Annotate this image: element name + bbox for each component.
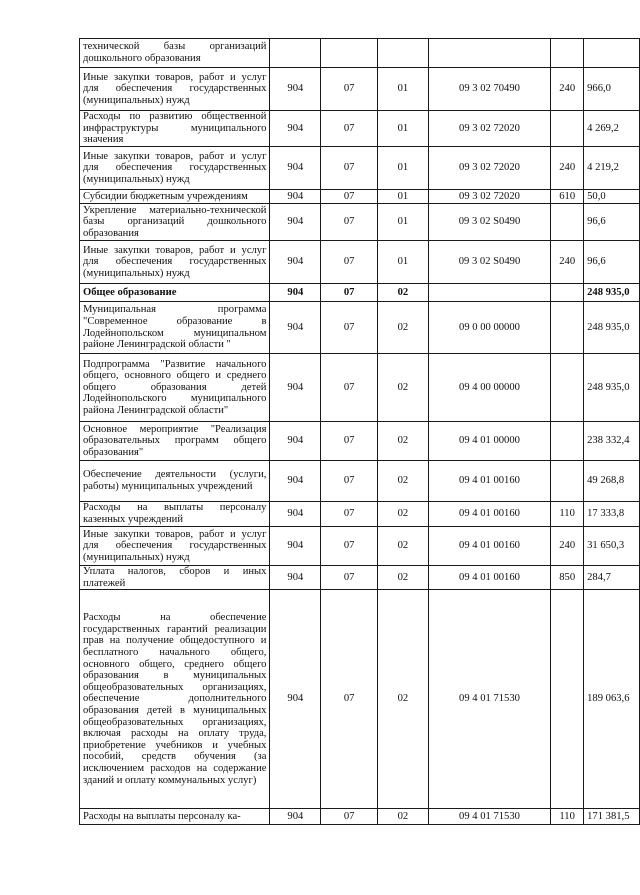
table-row (80, 527, 640, 566)
section-code: 07 (321, 461, 378, 502)
target-article-code (428, 284, 550, 302)
subsection-code: 02 (378, 809, 429, 825)
table-row (80, 68, 640, 111)
subsection-code: 01 (378, 111, 429, 147)
target-article-code: 09 4 01 71530 (428, 809, 550, 825)
grbs-code: 904 (270, 190, 321, 204)
target-article-code: 09 4 01 00160 (428, 461, 550, 502)
subsection-code: 01 (378, 204, 429, 241)
target-article-code (428, 39, 550, 68)
amount: 189 063,6 (584, 590, 640, 809)
expense-type-code (551, 204, 584, 241)
table-row (80, 39, 640, 68)
subsection-code: 02 (378, 527, 429, 566)
table-row (80, 190, 640, 204)
grbs-code: 904 (270, 354, 321, 422)
expense-type-code: 610 (551, 190, 584, 204)
row-name: Укрепление материально-технической базы организаций дошкольного образования (80, 204, 270, 241)
section-code: 07 (321, 527, 378, 566)
target-article-code: 09 4 01 00160 (428, 502, 550, 527)
amount: 284,7 (584, 566, 640, 590)
target-article-code: 09 3 02 70490 (428, 68, 550, 111)
amount: 96,6 (584, 241, 640, 284)
expense-type-code (551, 302, 584, 354)
expense-type-code (551, 111, 584, 147)
grbs-code: 904 (270, 809, 321, 825)
amount: 238 332,4 (584, 422, 640, 461)
target-article-code: 09 4 01 71530 (428, 590, 550, 809)
grbs-code: 904 (270, 284, 321, 302)
amount: 17 333,8 (584, 502, 640, 527)
target-article-code: 09 3 02 S0490 (428, 204, 550, 241)
expense-type-code (551, 461, 584, 502)
expense-type-code (551, 354, 584, 422)
expense-type-code: 240 (551, 68, 584, 111)
row-name: Основное мероприятие "Реализация образовательных программ общего образования" (80, 422, 270, 461)
section-code: 07 (321, 190, 378, 204)
table-row (80, 284, 640, 302)
table-row (80, 422, 640, 461)
expense-type-code (551, 422, 584, 461)
subsection-code: 02 (378, 590, 429, 809)
section-code: 07 (321, 68, 378, 111)
table-row (80, 147, 640, 190)
amount: 171 381,5 (584, 809, 640, 825)
subsection-code: 02 (378, 354, 429, 422)
expense-type-code: 240 (551, 147, 584, 190)
table-row (80, 354, 640, 422)
row-name: Иные закупки товаров, работ и услуг для обеспечения государственных (муниципальных) нужд (80, 241, 270, 284)
row-name: Иные закупки товаров, работ и услуг для обеспечения государственных (муниципальных) нужд (80, 147, 270, 190)
expense-type-code: 110 (551, 809, 584, 825)
table-row (80, 111, 640, 147)
target-article-code: 09 4 01 00160 (428, 566, 550, 590)
grbs-code: 904 (270, 590, 321, 809)
grbs-code: 904 (270, 68, 321, 111)
row-name: технической базы организаций дошкольного образования (80, 39, 270, 68)
target-article-code: 09 4 01 00000 (428, 422, 550, 461)
row-name: Иные закупки товаров, работ и услуг для обеспечения государственных (муниципальных) нужд (80, 68, 270, 111)
row-name: Субсидии бюджетным учреждениям (80, 190, 270, 204)
section-code: 07 (321, 502, 378, 527)
row-name: Расходы по развитию общественной инфраструктуры муниципального значения (80, 111, 270, 147)
table-row (80, 809, 640, 825)
amount: 966,0 (584, 68, 640, 111)
subsection-code: 01 (378, 147, 429, 190)
target-article-code: 09 3 02 72020 (428, 111, 550, 147)
grbs-code: 904 (270, 566, 321, 590)
amount (584, 39, 640, 68)
row-name: Обеспечение деятельности (услуги, работы) муниципальных учреждений (80, 461, 270, 502)
expense-type-code: 240 (551, 527, 584, 566)
subsection-code: 02 (378, 502, 429, 527)
expense-type-code: 240 (551, 241, 584, 284)
budget-table (79, 38, 640, 825)
amount: 248 935,0 (584, 284, 640, 302)
amount: 50,0 (584, 190, 640, 204)
section-code: 07 (321, 422, 378, 461)
table-row (80, 204, 640, 241)
grbs-code: 904 (270, 527, 321, 566)
target-article-code: 09 3 02 S0490 (428, 241, 550, 284)
subsection-code: 02 (378, 461, 429, 502)
section-code: 07 (321, 809, 378, 825)
amount: 4 219,2 (584, 147, 640, 190)
subsection-code (378, 39, 429, 68)
expense-type-code: 110 (551, 502, 584, 527)
expense-type-code (551, 39, 584, 68)
target-article-code: 09 4 01 00160 (428, 527, 550, 566)
grbs-code (270, 39, 321, 68)
section-code: 07 (321, 590, 378, 809)
expense-type-code (551, 284, 584, 302)
row-name: Расходы на выплаты персоналу ка- (80, 809, 270, 825)
section-code: 07 (321, 354, 378, 422)
subsection-code: 02 (378, 302, 429, 354)
table-row (80, 241, 640, 284)
amount: 4 269,2 (584, 111, 640, 147)
table-row (80, 590, 640, 809)
row-name: Подпрограмма "Развитие начального общего, основного общего и среднего общего образования детей Лодейнопольского муниципального района Ленинградской области" (80, 354, 270, 422)
amount: 96,6 (584, 204, 640, 241)
grbs-code: 904 (270, 147, 321, 190)
amount: 248 935,0 (584, 302, 640, 354)
section-code: 07 (321, 284, 378, 302)
subsection-code: 01 (378, 190, 429, 204)
subsection-code: 01 (378, 68, 429, 111)
target-article-code: 09 3 02 72020 (428, 147, 550, 190)
amount: 31 650,3 (584, 527, 640, 566)
section-code: 07 (321, 204, 378, 241)
target-article-code: 09 0 00 00000 (428, 302, 550, 354)
section-code: 07 (321, 111, 378, 147)
section-code: 07 (321, 241, 378, 284)
expense-type-code: 850 (551, 566, 584, 590)
subsection-code: 02 (378, 284, 429, 302)
section-code: 07 (321, 566, 378, 590)
amount: 248 935,0 (584, 354, 640, 422)
target-article-code: 09 4 00 00000 (428, 354, 550, 422)
grbs-code: 904 (270, 461, 321, 502)
subsection-code: 01 (378, 241, 429, 284)
amount: 49 268,8 (584, 461, 640, 502)
row-name: Расходы на выплаты персоналу казенных учреждений (80, 502, 270, 527)
grbs-code: 904 (270, 422, 321, 461)
table-row (80, 566, 640, 590)
row-name: Расходы на обеспечение государственных гарантий реализации прав на получение общедоступного и бесплатного начального общего, основного общего, среднего общего образования в муниципальных общеобразовательных организациях, обеспечение дополнительного образования детей в муниципальных общеобразовательных организациях, включая расходы на оплату труда, приобретение учебников и учебных пособий, средств обучения (за исключением расходов на содержание зданий и оплату коммунальных услуг) (80, 590, 270, 809)
row-name: Иные закупки товаров, работ и услуг для обеспечения государственных (муниципальных) нужд (80, 527, 270, 566)
table-row (80, 461, 640, 502)
subsection-code: 02 (378, 422, 429, 461)
section-code (321, 39, 378, 68)
target-article-code: 09 3 02 72020 (428, 190, 550, 204)
grbs-code: 904 (270, 302, 321, 354)
row-name: Муниципальная программа "Современное образование в Лодейнопольском муниципальном районе Ленинградской области " (80, 302, 270, 354)
section-code: 07 (321, 147, 378, 190)
subsection-code: 02 (378, 566, 429, 590)
row-name: Уплата налогов, сборов и иных платежей (80, 566, 270, 590)
grbs-code: 904 (270, 241, 321, 284)
table-row (80, 302, 640, 354)
row-name: Общее образование (80, 284, 270, 302)
grbs-code: 904 (270, 111, 321, 147)
grbs-code: 904 (270, 204, 321, 241)
grbs-code: 904 (270, 502, 321, 527)
table-row (80, 502, 640, 527)
section-code: 07 (321, 302, 378, 354)
expense-type-code (551, 590, 584, 809)
